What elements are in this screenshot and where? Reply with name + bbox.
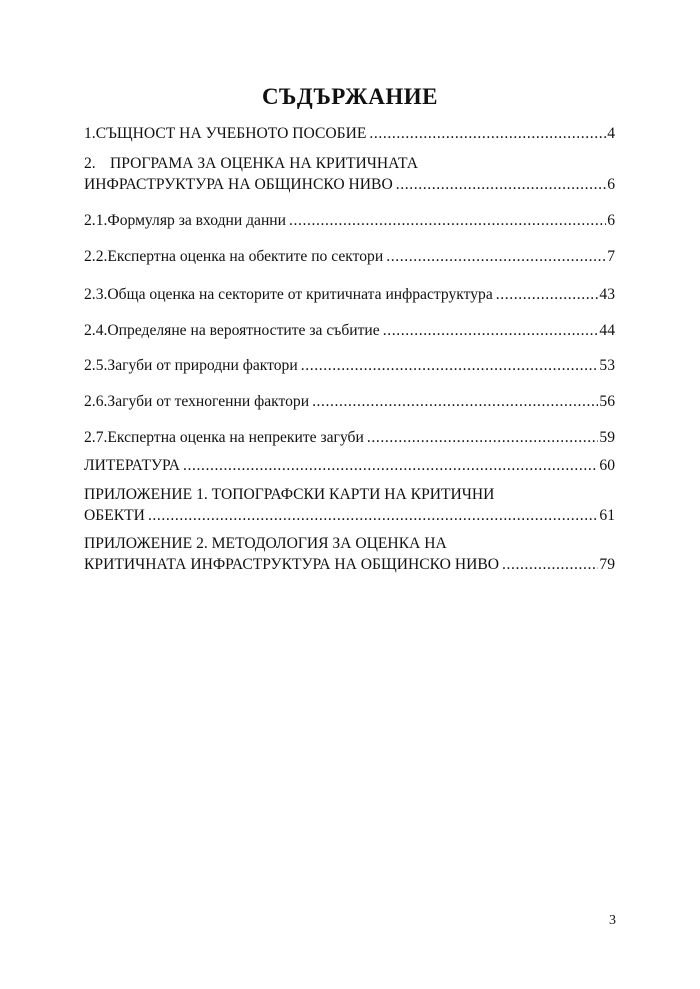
dot-leader (386, 246, 606, 267)
toc-entry-first-line: ПРИЛОЖЕНИЕ 1. ТОПОГРАФСКИ КАРТИ НА КРИТИЧНИ (84, 486, 495, 503)
toc-entry-text: Обща оценка на секторите от критичната инфраструктура (107, 286, 493, 303)
toc-entry-text: Определяне на вероятностите за събитие (107, 322, 380, 339)
toc-entry-page: 61 (599, 507, 615, 524)
toc-entry-number: 2.4. (84, 322, 108, 339)
toc-entry-page: 79 (599, 556, 615, 573)
dot-leader (148, 505, 598, 526)
toc-entry-row (84, 505, 615, 526)
toc-entry-row (84, 427, 615, 448)
toc-entry-text: ОБЕКТИ (84, 507, 145, 524)
toc-entry-number: 2.2. (84, 248, 108, 265)
toc-entry-number: 2.5. (84, 357, 108, 374)
dot-leader (312, 391, 598, 412)
toc-title: СЪДЪРЖАНИЕ (261, 84, 439, 109)
toc-entry-text: Експертна оценка на непреките загуби (107, 429, 364, 446)
toc-entry-page: 6 (607, 176, 615, 193)
toc-entry-number: 2.3. (84, 286, 108, 303)
dot-leader (496, 284, 599, 305)
dot-leader (502, 554, 598, 575)
dot-leader (383, 320, 599, 341)
toc-entry[interactable] (84, 455, 615, 476)
toc-entry[interactable] (84, 427, 615, 448)
toc-entry-page: 7 (607, 248, 615, 265)
toc-entry-page: 4 (607, 125, 615, 142)
toc-entry-row (84, 246, 615, 267)
toc-entry-text: ИНФРАСТРУКТУРА НА ОБЩИНСКО НИВО (84, 176, 393, 193)
toc-entry[interactable] (84, 484, 615, 526)
toc-entry-number: 2.6. (84, 393, 108, 410)
toc-entry[interactable] (84, 153, 615, 195)
toc-entry-row (84, 391, 615, 412)
toc-entry[interactable] (84, 210, 615, 231)
toc-entry-text: Загуби от техногенни фактори (107, 393, 310, 410)
toc-entry-row (84, 320, 615, 341)
toc-entry-number: 2. (84, 155, 96, 172)
dot-leader (367, 427, 599, 448)
toc-entry-row (84, 355, 615, 376)
toc-entry-text: Загуби от природни фактори (107, 357, 298, 374)
dot-leader (301, 355, 599, 376)
toc-entry-row (84, 284, 615, 305)
toc-entry-text: ЛИТЕРАТУРА (84, 457, 180, 474)
toc-entry-row (84, 455, 615, 476)
dot-leader (183, 455, 598, 476)
toc-entry-first-line: ПРИЛОЖЕНИЕ 2. МЕТОДОЛОГИЯ ЗА ОЦЕНКА НА (84, 535, 447, 552)
toc-entry[interactable] (84, 246, 615, 267)
toc-entry-number: 2.7. (84, 429, 108, 446)
toc-entry-number: 2.1. (84, 212, 108, 229)
toc-entry-row (84, 210, 615, 231)
toc-entry-page: 44 (599, 322, 615, 339)
toc-entry-page: 43 (599, 286, 615, 303)
toc-entry-text: Експертна оценка на обектите по сектори (107, 248, 384, 265)
toc-entry[interactable] (84, 391, 615, 412)
toc-entry-page: 6 (607, 212, 615, 229)
toc-entry-text: СЪЩНОСТ НА УЧЕБНОТО ПОСОБИЕ (95, 125, 367, 142)
toc-entry[interactable] (84, 284, 615, 305)
dot-leader (289, 210, 606, 231)
toc-entry[interactable] (84, 320, 615, 341)
toc-entry-page: 53 (599, 357, 615, 374)
toc-entry-text: Формуляр за входни данни (107, 212, 287, 229)
toc-entry-page: 59 (599, 429, 615, 446)
toc-entry-text: КРИТИЧНАТА ИНФРАСТРУКТУРА НА ОБЩИНСКО НИВО (84, 556, 500, 573)
toc-entry-page: 56 (599, 393, 615, 410)
toc-entry-page: 60 (599, 457, 615, 474)
toc-entry-row (84, 554, 615, 575)
dot-leader (369, 123, 606, 144)
toc-entry-first-line (84, 153, 615, 174)
toc-entry-row (84, 123, 615, 144)
toc-entry-text-line1: ПРОГРАМА ЗА ОЦЕНКА НА КРИТИЧНАТА (110, 155, 419, 172)
toc-entry-number: 1. (84, 125, 96, 142)
dot-leader (396, 174, 606, 195)
toc-entry[interactable] (84, 123, 615, 144)
page-number: 3 (609, 913, 616, 928)
toc-entry-row (84, 174, 615, 195)
toc-entry[interactable] (84, 355, 615, 376)
toc-entry[interactable] (84, 533, 615, 575)
